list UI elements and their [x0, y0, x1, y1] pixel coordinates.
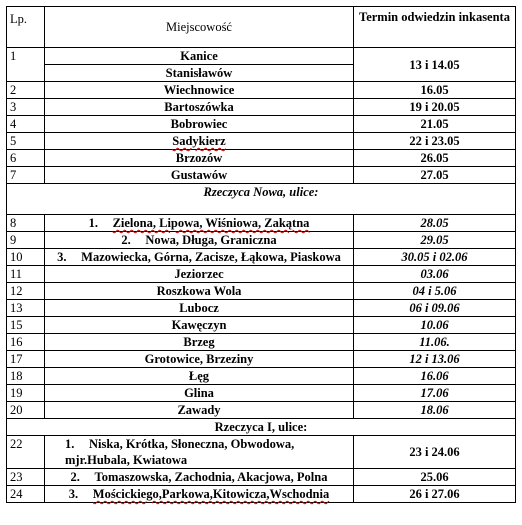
row-date: 23 i 24.06 [354, 436, 516, 469]
row-place: Zawady [45, 402, 354, 419]
header-date: Termin odwiedzin inkasenta [354, 7, 516, 48]
row-lp: 23 [7, 469, 45, 486]
row-date: 25.06 [354, 469, 516, 486]
row-lp: 1 [7, 48, 45, 82]
row-date: 18.06 [354, 402, 516, 419]
table-row [7, 436, 516, 469]
row-lp: 9 [7, 232, 45, 249]
section-row [7, 419, 516, 436]
row-lp: 8 [7, 215, 45, 232]
row-place: Glina [45, 385, 354, 402]
table-row [7, 334, 516, 351]
table-row [7, 150, 516, 167]
row-date: 16.06 [354, 368, 516, 385]
row-date: 19 i 20.05 [354, 99, 516, 116]
row-lp: 17 [7, 351, 45, 368]
row-place: Wiechnowice [45, 82, 354, 99]
row-place: Kawęczyn [45, 317, 354, 334]
row-place [45, 469, 354, 486]
list-number: 2. [70, 470, 80, 484]
row-place-text: Niska, Krótka, Słoneczna, Obwodowa, mjr.Hubala, Kwiatowa [65, 437, 295, 467]
row-date: 12 i 13.06 [354, 351, 516, 368]
table-row [7, 351, 516, 368]
row-lp: 18 [7, 368, 45, 385]
row-place: Kanice [45, 48, 354, 65]
row-place [45, 486, 354, 503]
row-lp: 22 [7, 436, 45, 469]
row-place: Łęg [45, 368, 354, 385]
row-place-text: Mościckiego,Parkowa,Kitowicza,Wschodnia [92, 487, 330, 501]
table-row [7, 167, 516, 184]
row-lp: 24 [7, 486, 45, 503]
list-number: 3. [57, 250, 67, 264]
table-row [7, 99, 516, 116]
row-date: 06 i 09.06 [354, 300, 516, 317]
section-row [7, 184, 516, 215]
table-row [7, 385, 516, 402]
table-row [7, 402, 516, 419]
row-lp: 4 [7, 116, 45, 133]
table-row [7, 215, 516, 232]
list-number: 1. [65, 437, 75, 451]
row-date: 22 i 23.05 [354, 133, 516, 150]
row-place [45, 215, 354, 232]
row-lp: 13 [7, 300, 45, 317]
section-heading [7, 184, 516, 215]
row-place: Lubocz [45, 300, 354, 317]
row-place: Brzozów [45, 150, 354, 167]
row-date: 10.06 [354, 317, 516, 334]
row-date: 17.06 [354, 385, 516, 402]
row-date: 26 i 27.06 [354, 486, 516, 503]
table-row [7, 300, 516, 317]
row-place [45, 232, 354, 249]
list-number: 2. [121, 233, 131, 247]
row-lp: 16 [7, 334, 45, 351]
row-lp: 11 [7, 266, 45, 283]
table-row [7, 368, 516, 385]
row-place-text: Nowa, Długa, Graniczna [145, 233, 277, 247]
row-place-text: Sadykierz [172, 134, 226, 148]
table-row [7, 48, 516, 65]
row-lp: 15 [7, 317, 45, 334]
row-place [45, 249, 354, 266]
row-lp: 3 [7, 99, 45, 116]
row-lp: 12 [7, 283, 45, 300]
row-place [45, 436, 354, 469]
section-heading [7, 419, 516, 436]
row-place: Roszkowa Wola [45, 283, 354, 300]
list-number: 3. [68, 487, 79, 501]
row-lp: 20 [7, 402, 45, 419]
table-row [7, 469, 516, 486]
row-date: 30.05 i 02.06 [354, 249, 516, 266]
table-row [7, 283, 516, 300]
row-lp: 6 [7, 150, 45, 167]
row-lp: 7 [7, 167, 45, 184]
header-lp: Lp. [7, 7, 45, 48]
row-place: Jeziorzec [45, 266, 354, 283]
table-row [7, 266, 516, 283]
row-place: Stanisławów [45, 65, 354, 82]
row-lp: 10 [7, 249, 45, 266]
row-lp: 2 [7, 82, 45, 99]
row-date: 26.05 [354, 150, 516, 167]
row-place: Bobrowiec [45, 116, 354, 133]
table-row [7, 317, 516, 334]
row-date: 11.06. [354, 334, 516, 351]
table-row [7, 82, 516, 99]
row-place: Gustawów [45, 167, 354, 184]
section-heading-text: Rzeczyca Nowa, ulice: [203, 185, 319, 199]
row-date: 29.05 [354, 232, 516, 249]
row-place-text: Tomaszowska, Zachodnia, Akacjowa, Polna [94, 470, 328, 484]
row-date: 13 i 14.05 [354, 48, 516, 82]
row-date: 04 i 5.06 [354, 283, 516, 300]
table-row [7, 232, 516, 249]
table-row [7, 133, 516, 150]
section-heading-text: Rzeczyca I, ulice: [214, 420, 308, 434]
row-place-text: Zielona, Lipowa, Wiśniowa, Zakątna [112, 216, 310, 230]
row-place: Grotowice, Brzeziny [45, 351, 354, 368]
table-row [7, 486, 516, 503]
row-date: 03.06 [354, 266, 516, 283]
row-lp: 19 [7, 385, 45, 402]
row-place-text: Mazowiecka, Górna, Zacisze, Łąkowa, Piaskowa [81, 250, 341, 264]
header-row [7, 7, 516, 48]
row-date: 28.05 [354, 215, 516, 232]
header-place: Miejscowość [45, 7, 354, 48]
table-row [7, 116, 516, 133]
table-row [7, 249, 516, 266]
row-lp: 5 [7, 133, 45, 150]
row-place: Brzeg [45, 334, 354, 351]
list-number: 1. [88, 216, 98, 230]
row-date: 27.05 [354, 167, 516, 184]
row-date: 21.05 [354, 116, 516, 133]
row-date: 16.05 [354, 82, 516, 99]
row-place: Bartoszówka [45, 99, 354, 116]
schedule-table [6, 6, 516, 503]
row-place [45, 133, 354, 150]
